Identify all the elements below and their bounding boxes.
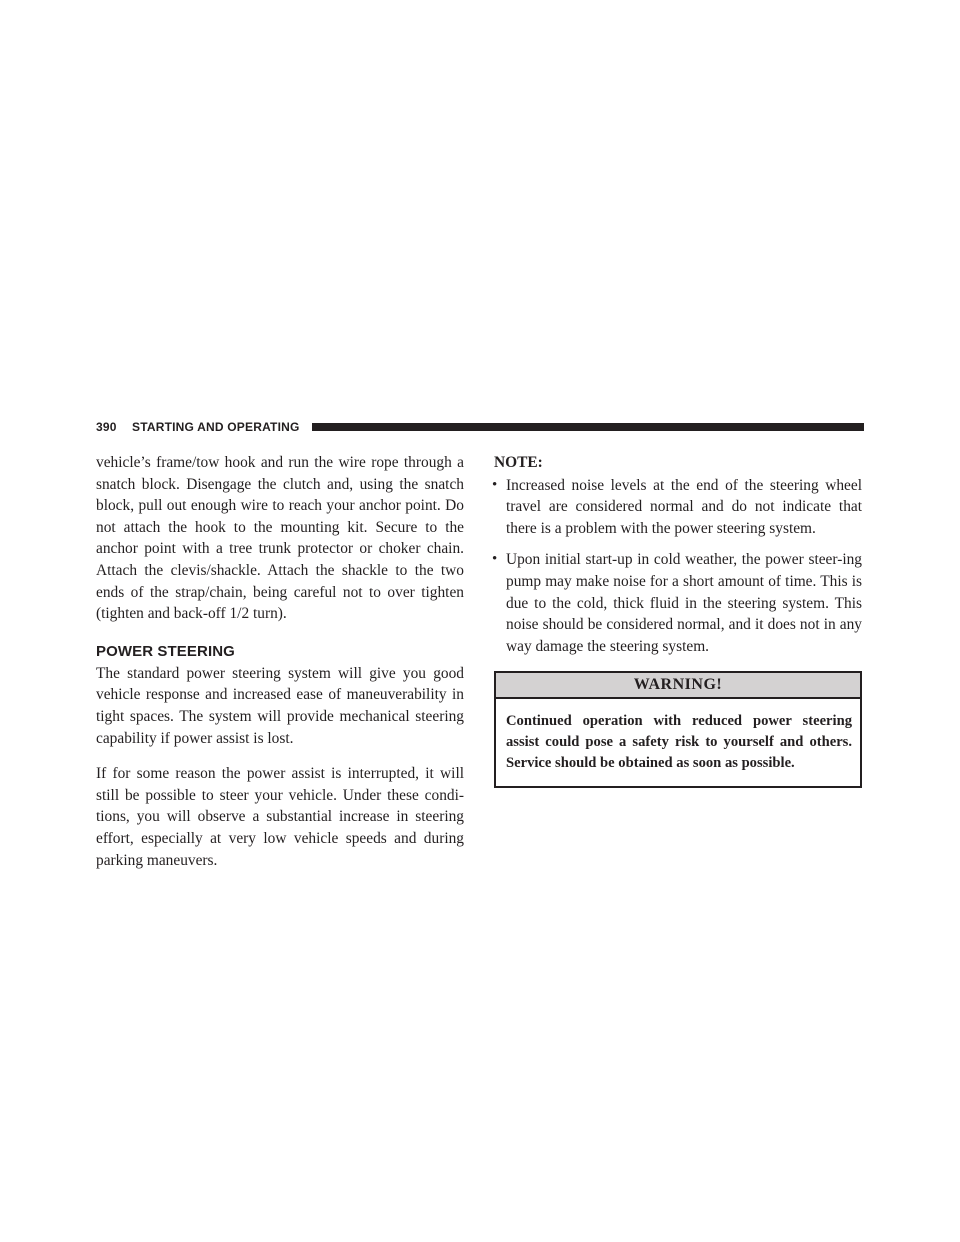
section-title: STARTING AND OPERATING [132,420,300,434]
power-steering-paragraph-1: The standard power steering system will give you good vehicle response and increased ease of maneuverability in tight spaces. The system will provide mechanical steering capability if power assist is lost. [96,664,464,747]
note-label: NOTE: [494,454,543,471]
left-column [96,452,464,885]
winch-paragraph: vehicle’s frame/tow hook and run the wire rope through a snatch block. Disengage the clutch and, using the snatch block, pull out enough wire to reach your anchor point. Do not attach the hook to the mounting kit. Secure to the anchor point with a tree trunk protector or choker chain. Attach the clevis/shackle. Attach the shackle to the two ends of the strap/chain, being careful not to over tighten (tighten and back-off 1/2 turn). [96,454,464,623]
warning-box [494,671,862,787]
note-text-2: Upon initial start-up in cold weather, the power steer-ing pump may make noise for a short amount of time. This is due to the cold, thick fluid in the steering system. This noise should be considered normal, and it does not in any way damage the steering system. [506,551,862,655]
list-item [494,475,862,540]
header-rule [312,423,864,431]
list-item [494,549,862,657]
bullet-icon: • [492,476,498,493]
page-number: 390 [96,420,117,434]
warning-title: WARNING! [496,673,860,699]
page-header [96,418,864,436]
note-list [494,475,862,658]
right-column [494,452,862,788]
power-steering-paragraph-2: If for some reason the power assist is interrupted, it will still be possible to steer your vehicle. Under these condi-tions, you will observe a substantial increase in steering effort, especially at very low vehicle speeds and during parking maneuvers. [96,765,464,869]
bullet-icon: • [492,551,498,568]
power-steering-heading: POWER STEERING [96,642,235,660]
warning-text: Continued operation with reduced power steering assist could pose a safety risk to yourself and others. Service should be obtained as soon as possible. [506,713,852,771]
note-text-1: Increased noise levels at the end of the steering wheel travel are considered normal and do not indicate that there is a problem with the power steering system. [506,476,862,537]
